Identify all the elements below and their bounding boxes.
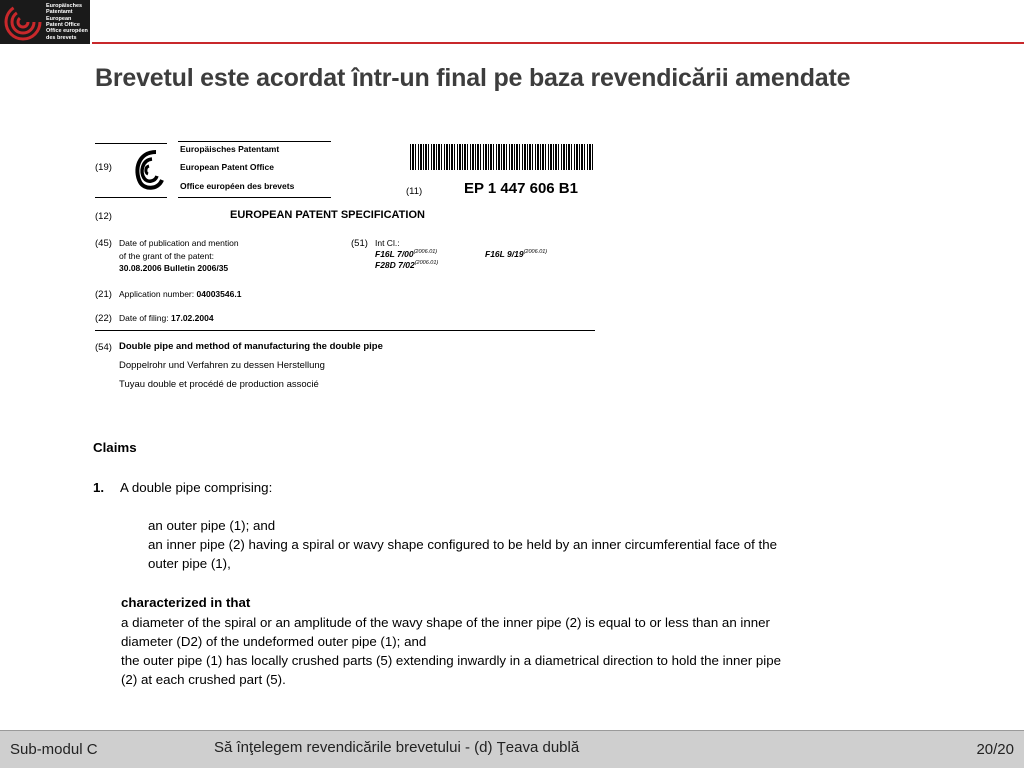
patent-number: EP 1 447 606 B1	[464, 180, 578, 197]
header-divider	[92, 42, 1024, 44]
title-french: Tuyau double et procédé de production associé	[119, 379, 319, 390]
footer-topic: Să înţelegem revendicările brevetului - (d) Ţeava dublă	[214, 739, 580, 756]
claim-feature: the outer pipe (1) has locally crushed parts (5) extending inwardly in a diametrical direction to hold the inner pipe	[121, 653, 782, 668]
office-name-de: Europäisches Patentamt	[180, 144, 280, 154]
claim-number: 1.	[93, 480, 105, 495]
filing-date: Date of filing: 17.02.2004	[119, 313, 214, 323]
inid-code: (11)	[406, 186, 423, 197]
claim-feature: diameter (D2) of the undeformed outer pipe (1); and	[121, 634, 427, 649]
logo-wordmark: Europäisches Patentamt European Patent Office Office européen des brevets	[46, 2, 88, 41]
title-german: Doppelrohr und Verfahren zu dessen Herstellung	[119, 360, 325, 371]
divider	[95, 143, 167, 144]
epo-logo	[0, 0, 90, 44]
epo-logo-icon	[3, 2, 43, 42]
claim-element: an outer pipe (1); and	[148, 518, 276, 533]
slide-footer	[0, 730, 1024, 768]
office-name-fr: Office européen des brevets	[180, 181, 295, 191]
divider	[95, 330, 595, 331]
page-number: 20/20	[976, 741, 1014, 758]
classification: F16L $7/00^{(2006.01)}$	[375, 249, 438, 259]
barcode	[410, 144, 594, 170]
classification: F16L $9/19^{(2006.01)}$	[485, 249, 548, 259]
inid-code: (22)	[95, 313, 112, 324]
claim-feature: (2) at each crushed part (5).	[121, 672, 286, 687]
publication-label: of the grant of the patent:	[119, 251, 214, 261]
publication-date: 30.08.2006 Bulletin 2006/35	[119, 263, 229, 273]
claim-feature: a diameter of the spiral or an amplitude of the wavy shape of the inner pipe (2) is equal to or less than an inner	[121, 615, 770, 630]
inid-code: (51)	[351, 238, 368, 249]
slide-title: Brevetul este acordat într-un final pe baza revendicării amendate	[95, 64, 851, 92]
inid-code: (45)	[95, 238, 112, 249]
int-cl-label: Int Cl.:	[375, 238, 400, 248]
claim-element: an inner pipe (2) having a spiral or wavy shape configured to be held by an inner circumferential face of the	[148, 537, 778, 552]
claim-intro: A double pipe comprising:	[120, 480, 273, 495]
claims-heading: Claims	[93, 440, 137, 455]
inid-code: (12)	[95, 211, 112, 222]
inid-code: (54)	[95, 342, 112, 353]
application-number: Application number: 04003546.1	[119, 289, 242, 299]
divider	[178, 141, 331, 142]
divider	[178, 197, 331, 198]
epo-emblem-icon	[128, 146, 168, 194]
office-name-en: European Patent Office	[180, 162, 274, 172]
footer-module: Sub-modul C	[10, 741, 98, 758]
inid-code: (19)	[95, 162, 112, 173]
inid-code: (21)	[95, 289, 112, 300]
title-english: Double pipe and method of manufacturing the double pipe	[119, 341, 383, 352]
divider	[95, 197, 167, 198]
classification: F28D $7/02^{(2006.01)}$	[375, 260, 439, 270]
claim-element: outer pipe (1),	[148, 556, 231, 571]
publication-label: Date of publication and mention	[119, 238, 239, 248]
characterizing-phrase: characterized in that	[121, 595, 251, 610]
document-type: EUROPEAN PATENT SPECIFICATION	[230, 209, 425, 221]
